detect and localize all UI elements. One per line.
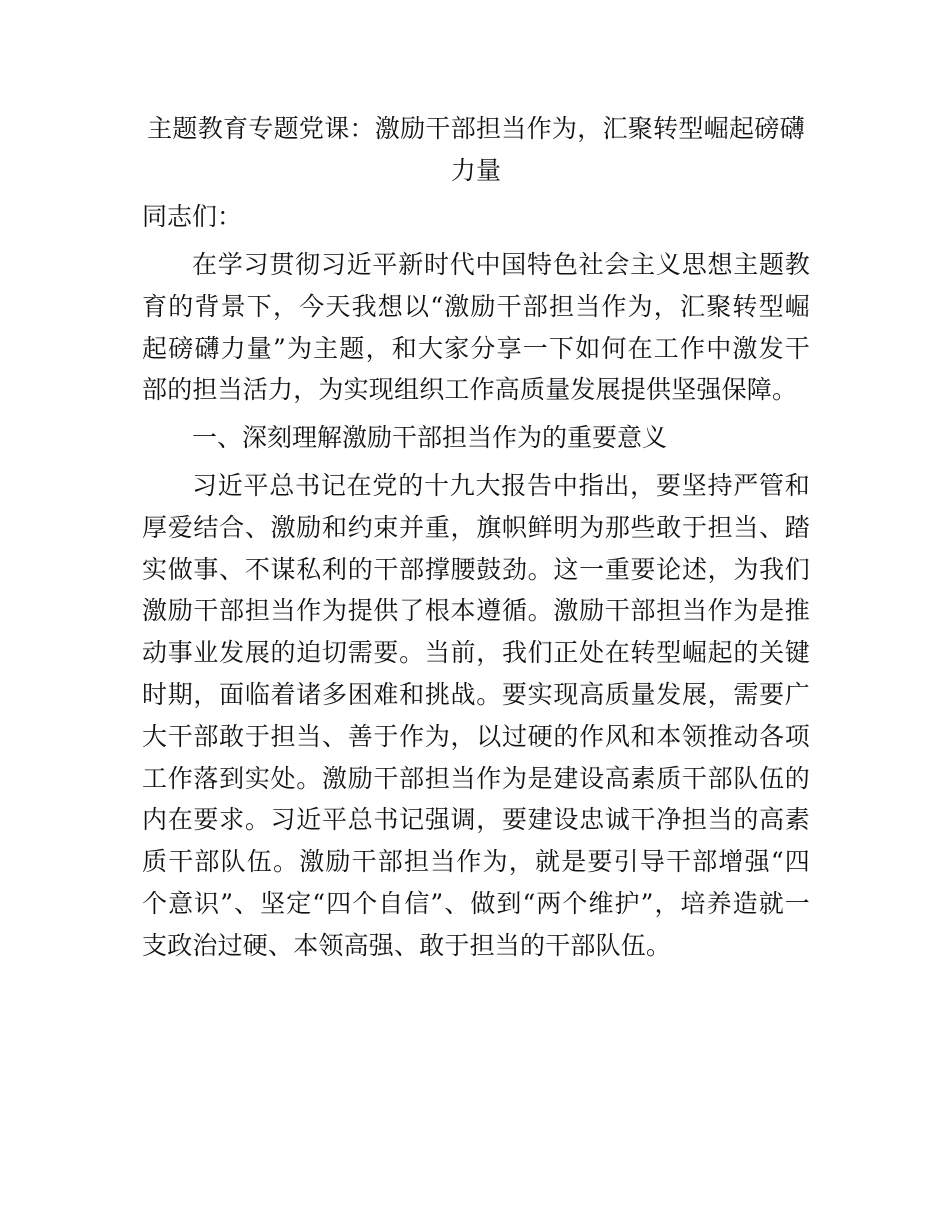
section-heading: 一、深刻理解激励干部担当作为的重要意义 [192, 423, 668, 453]
salutation: 同志们： [142, 202, 243, 231]
document-body [142, 108, 810, 967]
section-body-paragraph: 习近平总书记在党的十九大报告中指出，要坚持严管和厚爱结合、激励和约束并重，旗帜鲜明为那些敢于担当、踏实做事、不谋私利的干部撑腰鼓劲。这一重要论述，为我们激励干部担当作为提供了根本遵循。激励干部担当作为是推动事业发展的迫切需要。当前，我们正处在转型崛起的关键时期，面临着诸多困难和挑战。要实现高质量发展，需要广大干部敢于担当、善于作为，以过硬的作风和本领推动各项工作落到实处。激励干部担当作为是建设高素质干部队伍的内在要求。习近平总书记强调，要建设忠诚干净担当的高素质干部队伍。激励干部担当作为，就是要引导干部增强“四个意识”、坚定“四个自信”、做到“两个维护”，培养造就一支政治过硬、本领高强、敢于担当的干部队伍。 [142, 470, 810, 960]
document-title: 主题教育专题党课：激励干部担当作为，汇聚转型崛起磅礴力量 [147, 114, 805, 185]
intro-paragraph: 在学习贯彻习近平新时代中国特色社会主义思想主题教育的背景下，今天我想以“激励干部担当作为，汇聚转型崛起磅礴力量”为主题，和大家分享一下如何在工作中激发干部的担当活力，为实现组织工作高质量发展提供坚强保障。 [142, 250, 810, 405]
